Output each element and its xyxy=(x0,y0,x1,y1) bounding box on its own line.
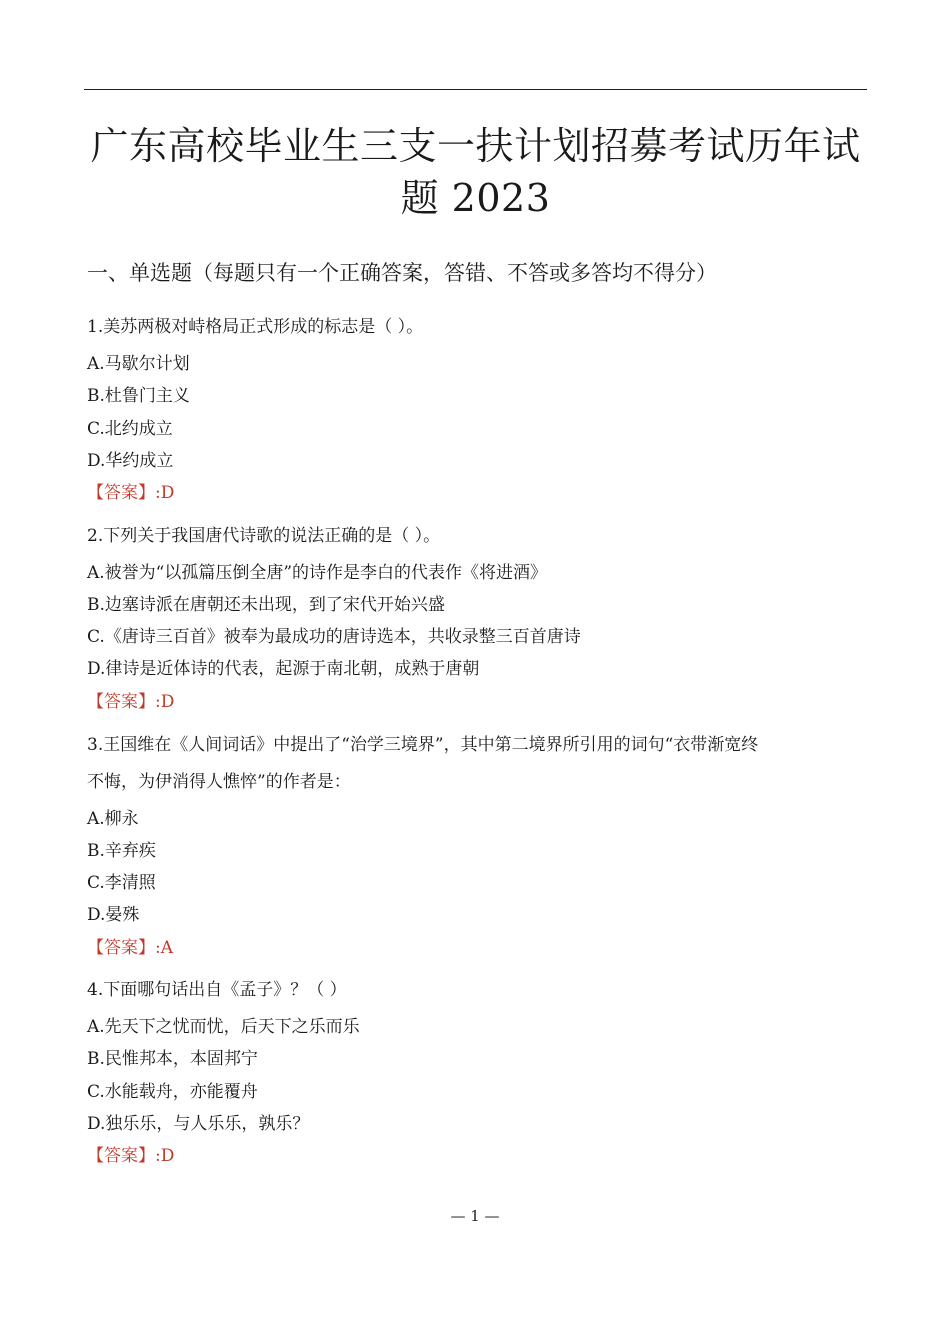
question-4-option-a: A.先天下之忧而忧，后天下之乐而乐 xyxy=(87,1017,360,1037)
question-4-option-b: B.民惟邦本，本固邦宁 xyxy=(87,1049,258,1069)
question-1-option-b: B.杜鲁门主义 xyxy=(87,386,190,406)
question-1-stem: 1.美苏两极对峙格局正式形成的标志是（ ）。 xyxy=(87,317,424,337)
question-3-stem: 3.王国维在《人间词话》中提出了“治学三境界”，其中第二境界所引用的词句“衣带渐宽终 xyxy=(87,735,759,755)
answer-value: A xyxy=(160,938,174,958)
question-4-option-c: C.水能载舟，亦能覆舟 xyxy=(87,1082,258,1102)
question-1-option-d: D.华约成立 xyxy=(87,451,174,471)
answer-value: D xyxy=(160,483,175,503)
question-3-option-d: D.晏殊 xyxy=(87,905,140,925)
answer-label: 【答案】: xyxy=(87,692,161,712)
question-4-answer xyxy=(87,1144,174,1168)
question-2-option-a: A.被誉为“以孤篇压倒全唐”的诗作是李白的代表作《将进酒》 xyxy=(87,563,548,583)
question-2-option-b: B.边塞诗派在唐朝还未出现，到了宋代开始兴盛 xyxy=(87,595,445,615)
question-4-stem: 4.下面哪句话出自《孟子》？（ ） xyxy=(87,980,347,1000)
answer-label: 【答案】: xyxy=(87,1146,161,1166)
question-2-option-c: C.《唐诗三百首》被奉为最成功的唐诗选本，共收录整三百首唐诗 xyxy=(87,627,581,647)
page-number: — 1 — xyxy=(450,1207,500,1225)
answer-value: D xyxy=(160,1146,175,1166)
question-3-answer xyxy=(87,936,173,960)
question-3-option-c: C.李清照 xyxy=(87,873,156,893)
question-3-stem-continued: 不悔，为伊消得人憔悴”的作者是： xyxy=(87,772,351,792)
question-4-option-d: D.独乐乐，与人乐乐，孰乐？ xyxy=(87,1114,310,1134)
question-1-option-c: C.北约成立 xyxy=(87,419,173,439)
question-1-answer xyxy=(87,481,174,505)
answer-value: D xyxy=(160,692,175,712)
answer-label: 【答案】: xyxy=(87,938,161,958)
question-2-answer xyxy=(87,690,174,714)
question-1-option-a: A.马歇尔计划 xyxy=(87,354,190,374)
question-3-option-b: B.辛弃疾 xyxy=(87,841,156,861)
section-heading: 一、单选题（每题只有一个正确答案，答错、不答或多答均不得分） xyxy=(87,261,717,285)
header-rule xyxy=(84,89,867,90)
question-2-option-d: D.律诗是近体诗的代表，起源于南北朝，成熟于唐朝 xyxy=(87,659,480,679)
answer-label: 【答案】: xyxy=(87,483,161,503)
question-2-stem: 2.下列关于我国唐代诗歌的说法正确的是（ ）。 xyxy=(87,526,441,546)
document-title: 广东高校毕业生三支一扶计划招募考试历年试题 2023 xyxy=(90,124,861,220)
question-3-option-a: A.柳永 xyxy=(87,809,139,829)
